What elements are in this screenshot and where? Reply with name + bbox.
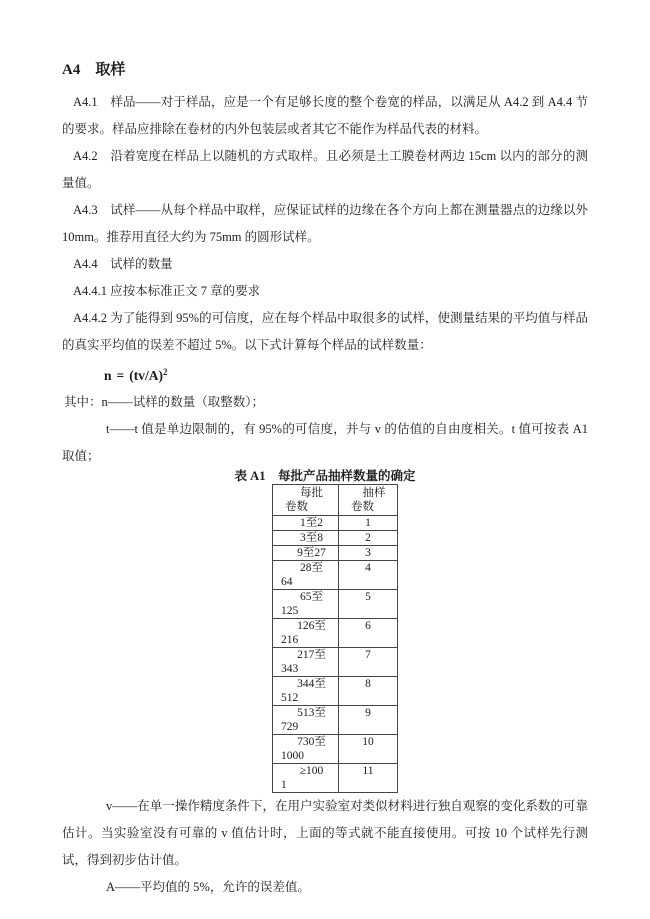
a-definition: A——平均值的 5%，允许的误差值。 [106, 880, 310, 894]
table-row [273, 677, 398, 706]
table-row [273, 516, 398, 531]
table-a1-title: 表 A1 每批产品抽样数量的确定 [234, 469, 416, 483]
table-row [273, 619, 398, 648]
batch-rolls-header [273, 485, 339, 516]
table-row [273, 561, 398, 590]
sample-rolls-header [339, 485, 398, 516]
batch-rolls-cell [273, 531, 339, 546]
sample-count-formula [104, 359, 588, 389]
table-row [273, 735, 398, 764]
batch-rolls-line: 64 [281, 576, 293, 588]
batch-rolls-line: 126至 [297, 620, 326, 632]
batch-rolls-cell [273, 561, 339, 590]
batch-rolls-line: 65至 [300, 591, 323, 603]
where-note: 其中：n——试样的数量（取整数）； [64, 395, 265, 409]
sample-rolls-cell: 7 [339, 648, 398, 677]
clause-a4-1: A4.1 样品——对于样品，应是一个有足够长度的整个卷宽的样品，以满足从 A4.2 到 A4.4 节的要求。样品应排除在卷材的内外包装层或者其它不能作为样品代表的材料。 [62, 95, 588, 136]
batch-rolls-line: 513至 [297, 707, 326, 719]
table-header-row [273, 485, 398, 516]
clause-a4-3: A4.3 试样——从每个样品中取样，应保证试样的边缘在各个方向上都在测量器点的边缘以外 10mm。推荐用直径大约为 75mm 的圆形试样。 [62, 203, 588, 244]
clause-a4-4-1: A4.4.1 应按本标准正文 7 章的要求 [73, 284, 261, 298]
batch-rolls-line: 730至 [297, 736, 326, 748]
clause-a4-2: A4.2 沿着宽度在样品上以随机的方式取样。且必须是土工膜卷材两边 15cm 以内的部分的测量值。 [62, 149, 588, 190]
formula-exponent: 2 [162, 367, 168, 377]
batch-rolls-cell [273, 706, 339, 735]
sample-rolls-cell: 8 [339, 677, 398, 706]
table-row [273, 764, 398, 793]
table-row [273, 648, 398, 677]
v-definition: v——在单一操作精度条件下，在用户实验室对类似材料进行独自观察的变化系数的可靠估计。当实验室没有可靠的 v 值估计时，上面的等式就不能直接使用。可按 10 个试样先行测试，得到初步估计值。 [62, 799, 588, 867]
batch-rolls-cell [273, 546, 339, 561]
sample-rolls-cell: 3 [339, 546, 398, 561]
sample-rolls-cell: 5 [339, 590, 398, 619]
batch-rolls-line: 217至 [297, 649, 326, 661]
sample-rolls-cell: 2 [339, 531, 398, 546]
batch-rolls-cell [273, 648, 339, 677]
batch-rolls-line: 28至 [300, 562, 323, 574]
table-row [273, 706, 398, 735]
batch-rolls-line: 9至27 [297, 547, 326, 559]
clause-a4-4-2: A4.4.2 为了能得到 95%的可信度，应在每个样品中取很多的试样，使测量结果的平均值与样品的真实平均值的误差不超过 5%。以下式计算每个样品的试样数量： [62, 311, 588, 352]
sample-rolls-cell: 4 [339, 561, 398, 590]
batch-rolls-header-line1: 每批 [300, 487, 323, 499]
t-definition: t——t 值是单边限制的，有 95%的可信度，并与 v 的估值的自由度相关。t 值可按表 A1 取值； [62, 422, 588, 463]
table-row [273, 531, 398, 546]
formula-equals: = [116, 368, 125, 383]
batch-rolls-line: 343 [281, 663, 299, 675]
batch-rolls-line: 216 [281, 634, 299, 646]
sample-rolls-header-line1: 抽样 [362, 487, 386, 499]
batch-rolls-line: 1000 [281, 750, 304, 762]
batch-rolls-cell [273, 619, 339, 648]
table-a1 [272, 484, 398, 793]
table-a1-body [273, 516, 398, 793]
batch-rolls-line: 1 [281, 779, 287, 791]
batch-rolls-line: 512 [281, 692, 299, 704]
batch-rolls-line: 3至8 [300, 532, 323, 544]
batch-rolls-cell [273, 590, 339, 619]
table-row [273, 546, 398, 561]
sample-rolls-cell: 9 [339, 706, 398, 735]
sample-rolls-header-line2: 卷数 [351, 501, 374, 513]
batch-rolls-cell [273, 764, 339, 793]
batch-rolls-cell [273, 677, 339, 706]
batch-rolls-line: 344至 [297, 678, 326, 690]
formula-lhs: n [104, 368, 112, 383]
batch-rolls-cell [273, 735, 339, 764]
sample-rolls-cell: 6 [339, 619, 398, 648]
sample-rolls-cell: 1 [339, 516, 398, 531]
batch-rolls-line: 1至2 [300, 517, 323, 529]
batch-rolls-line: 125 [281, 605, 299, 617]
section-heading: A4 取样 [62, 62, 126, 78]
batch-rolls-line: ≥100 [299, 765, 324, 777]
batch-rolls-cell [273, 516, 339, 531]
sample-rolls-cell: 11 [339, 764, 398, 793]
batch-rolls-header-line2: 卷数 [285, 501, 308, 513]
clause-a4-4: A4.4 试样的数量 [73, 257, 173, 271]
formula-body: (tv/A) [129, 368, 163, 383]
sample-rolls-cell: 10 [339, 735, 398, 764]
batch-rolls-line: 729 [281, 721, 299, 733]
table-row [273, 590, 398, 619]
